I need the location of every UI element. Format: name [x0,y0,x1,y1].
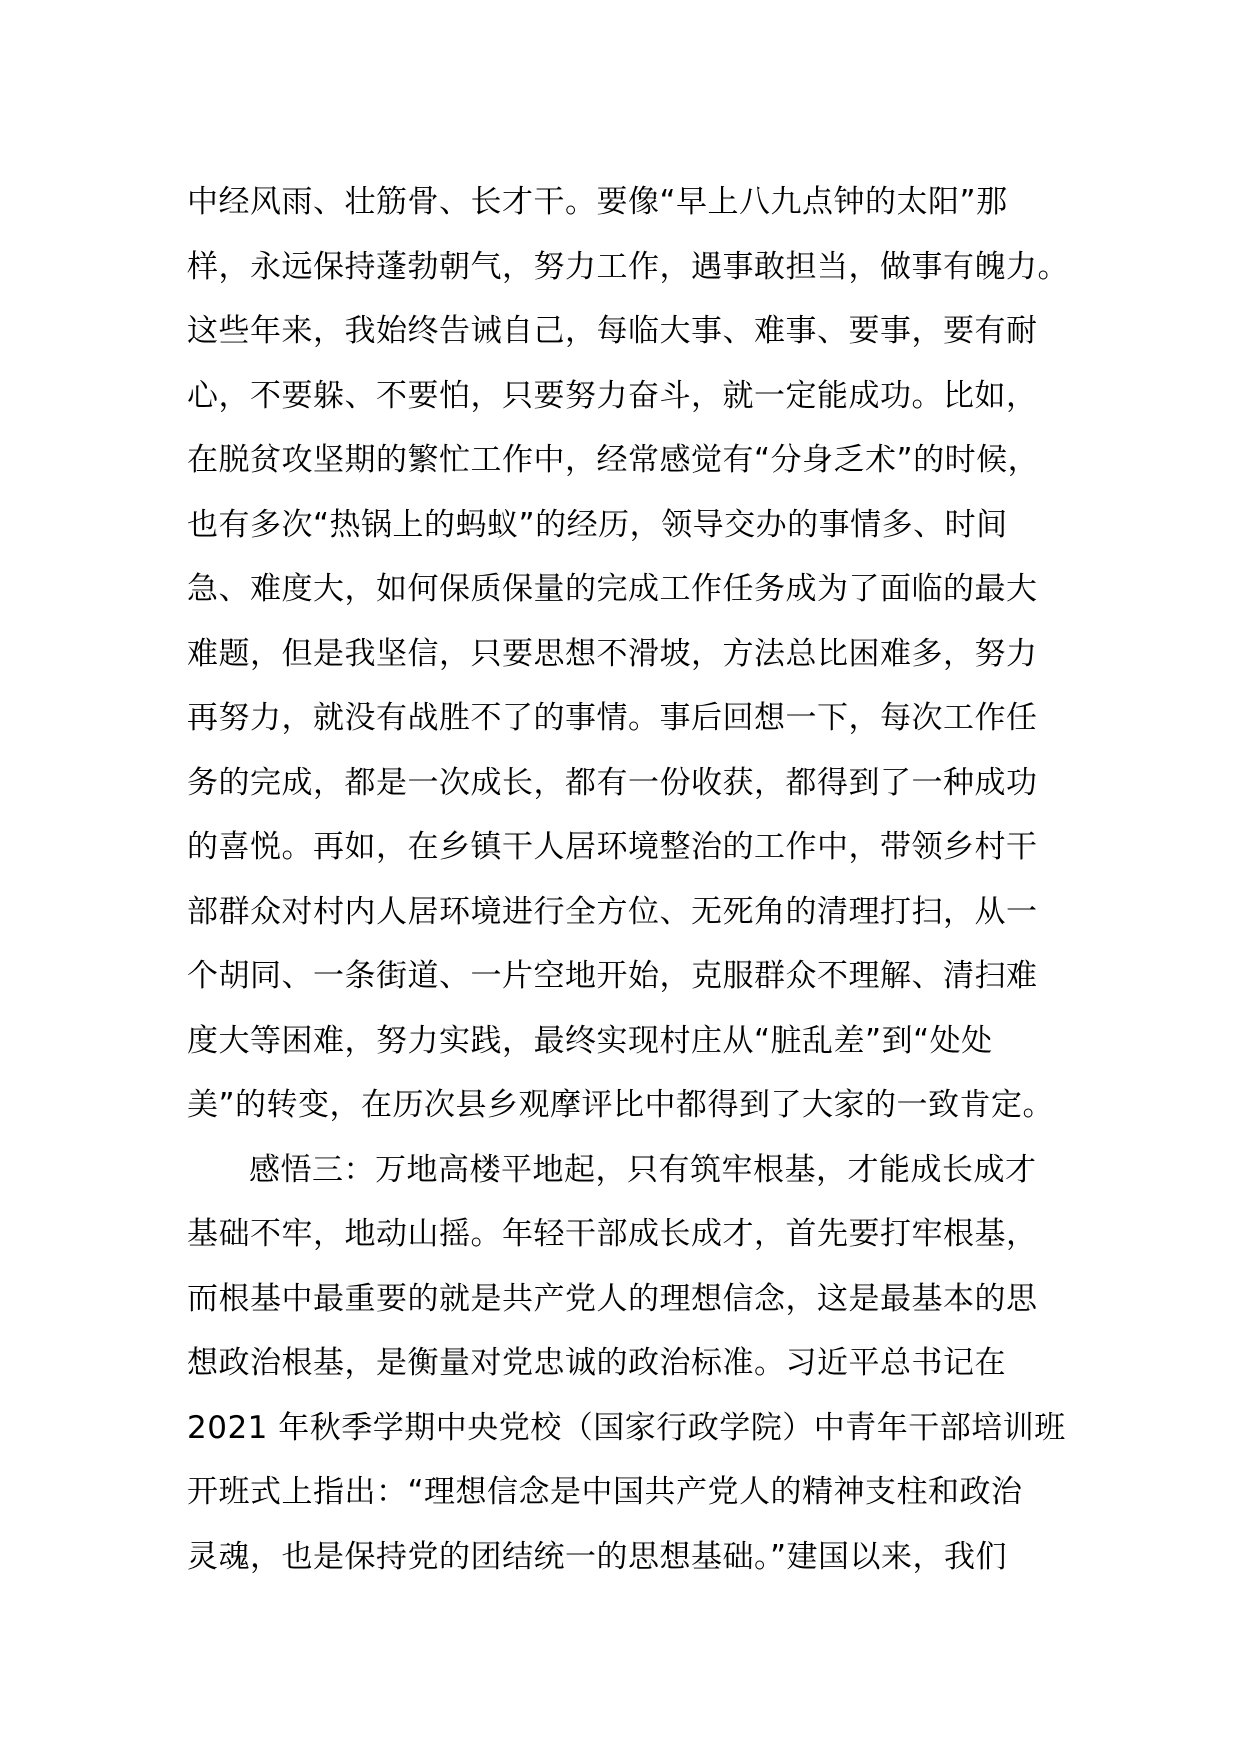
text-line: 个胡同、一条街道、一片空地开始，克服群众不理解、清扫难 [187,958,1038,994]
text-line: 在脱贫攻坚期的繁忙工作中，经常感觉有“分身乏术”的时候， [187,442,1040,478]
text-line: 想政治根基，是衡量对党忠诚的政治标准。习近平总书记在 [187,1345,1006,1381]
text-line: 的喜悦。再如，在乡镇干人居环境整治的工作中，带领乡村干 [187,829,1038,865]
text-line: 再努力，就没有战胜不了的事情。事后回想一下，每次工作任 [187,700,1038,736]
text-line: 美”的转变，在历次县乡观摩评比中都得到了大家的一致肯定。 [187,1087,1055,1123]
text-line: 灵魂，也是保持党的团结统一的思想基础。”建国以来，我们 [187,1538,1008,1575]
text-line: 样，永远保持蓬勃朝气，努力工作，遇事敢担当，做事有魄力。 [187,248,1069,285]
text-line: 这些年来，我始终告诫自己，每临大事、难事、要事，要有耐 [187,313,1038,349]
text-line: 而根基中最重要的就是共产党人的理想信念，这是最基本的思 [187,1280,1038,1317]
text-line: 务的完成，都是一次成长，都有一份收获，都得到了一种成功 [187,764,1038,801]
text-line: 中经风雨、壮筋骨、长才干。要像“早上八九点钟的太阳”那 [187,184,1008,220]
body-text [187,170,1087,1589]
text-line: 基础不牢，地动山摇。年轻干部成长成才，首先要打牢根基， [187,1216,1038,1252]
text-line: 部群众对村内人居环境进行全方位、无死角的清理打扫，从一 [187,893,1038,930]
text-line: 开班式上指出：“理想信念是中国共产党人的精神支柱和政治 [187,1474,1023,1510]
text-line: 感悟三：万地高楼平地起，只有筑牢根基，才能成长成才 [249,1151,1037,1188]
text-line: 2021 年秋季学期中央党校（国家行政学院）中青年干部培训班 [187,1409,1066,1446]
text-line: 也有多次“热锅上的蚂蚁”的经历，领导交办的事情多、时间 [187,506,1008,543]
text-line: 难题，但是我坚信，只要思想不滑坡，方法总比困难多，努力 [187,635,1038,672]
text-line: 度大等困难，努力实践，最终实现村庄从“脏乱差”到“处处 [187,1022,993,1059]
text-line: 心，不要躲、不要怕，只要努力奋斗，就一定能成功。比如， [187,377,1038,414]
text-line: 急、难度大，如何保质保量的完成工作任务成为了面临的最大 [187,571,1038,607]
